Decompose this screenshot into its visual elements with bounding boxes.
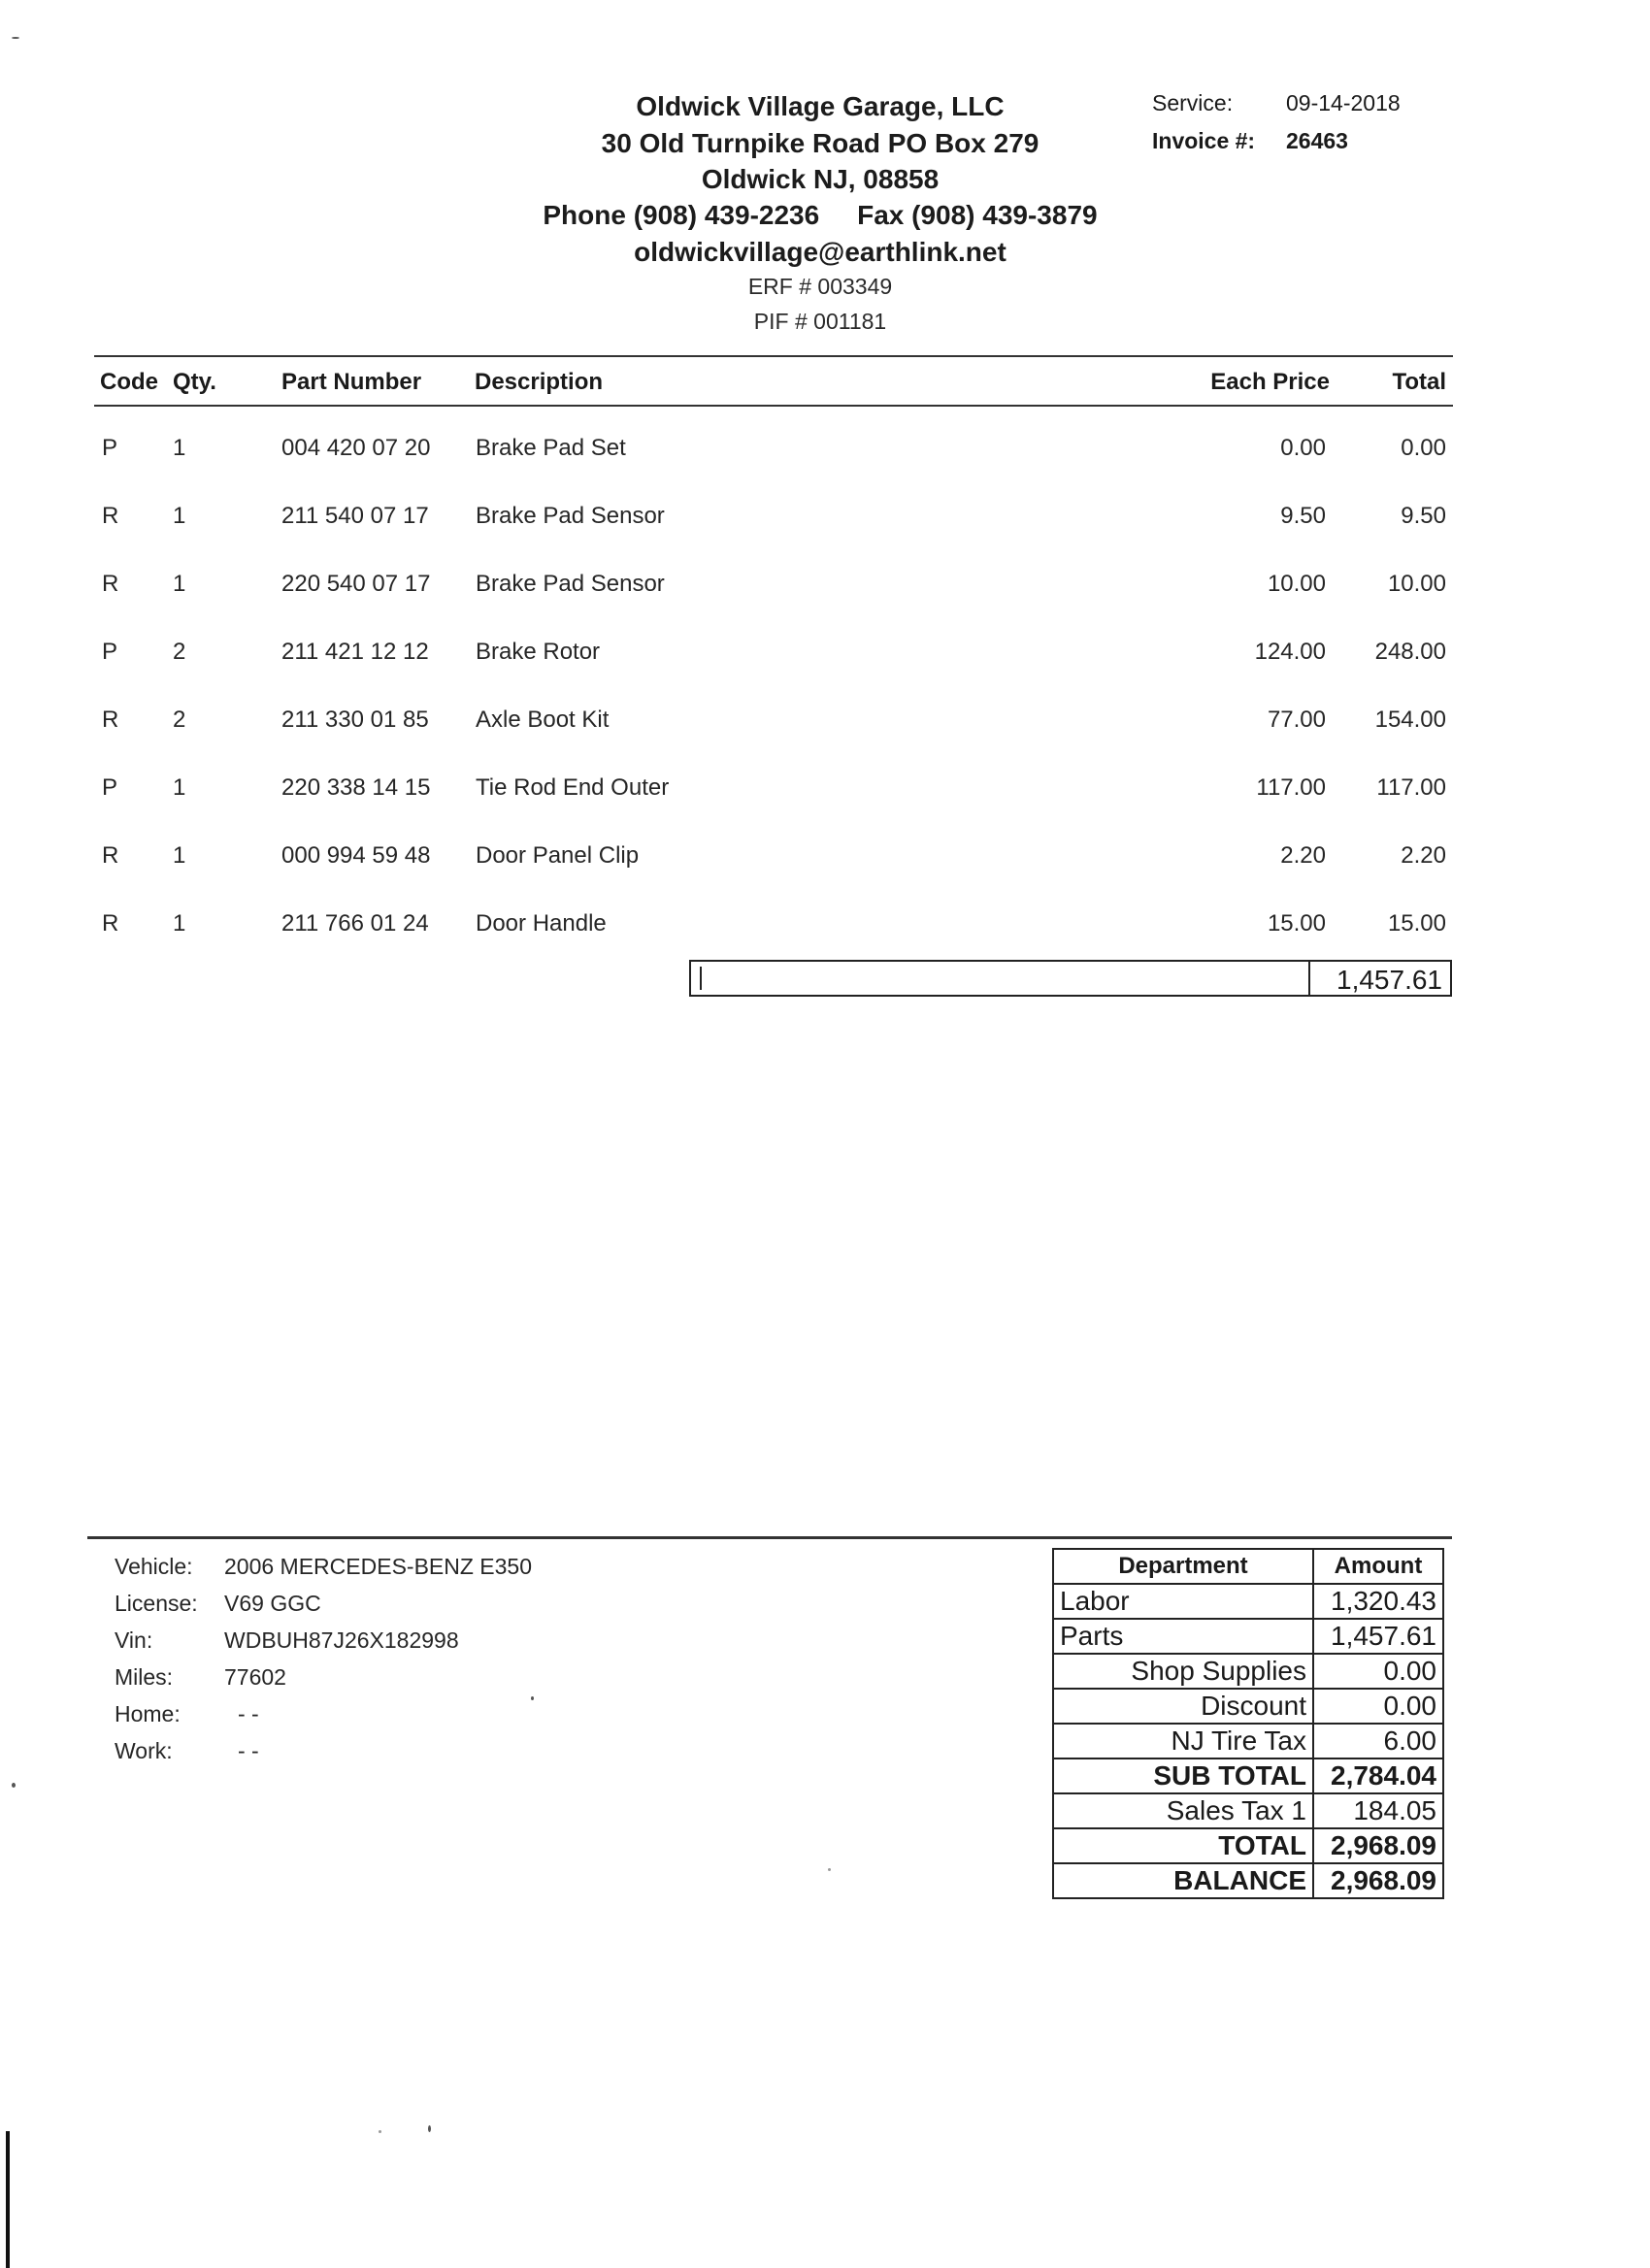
footer-rule: [87, 1536, 1452, 1539]
company-contact: [437, 200, 1204, 231]
row-description: Brake Pad Sensor: [476, 571, 665, 597]
row-code: R: [102, 910, 119, 937]
table-header-rule: [94, 405, 1453, 407]
scan-speck: [379, 2130, 381, 2133]
row-code: P: [102, 639, 118, 665]
company-city: Oldwick NJ, 08858: [701, 164, 940, 194]
miles-value: 77602: [224, 1664, 286, 1690]
summary-label: TOTAL: [1053, 1828, 1313, 1863]
row-total: 0.00: [1401, 435, 1446, 461]
scan-speck: [828, 1868, 831, 1871]
license-value: V69 GGC: [224, 1591, 321, 1616]
row-qty: 1: [173, 774, 186, 801]
table-row: [0, 774, 1650, 813]
row-each-price: 10.00: [1267, 571, 1326, 597]
row-qty: 1: [173, 910, 186, 937]
row-total: 10.00: [1387, 571, 1446, 597]
row-description: Brake Pad Set: [476, 435, 626, 461]
summary-label: Sales Tax 1: [1053, 1793, 1313, 1828]
row-qty: 1: [173, 435, 186, 461]
scan-edge-mark: [6, 2131, 10, 2268]
summary-row-balance: [1053, 1863, 1443, 1898]
row-total: 15.00: [1387, 910, 1446, 937]
service-date: 09-14-2018: [1286, 90, 1401, 115]
parts-total-box: [689, 960, 1452, 997]
row-part-number: 211 766 01 24: [281, 910, 429, 937]
row-part-number: 220 540 07 17: [281, 571, 431, 597]
summary-label: Shop Supplies: [1053, 1654, 1313, 1689]
table-row: [0, 707, 1650, 745]
summary-amount: 2,968.09: [1313, 1828, 1443, 1863]
row-description: Brake Rotor: [476, 639, 601, 665]
summary-label: NJ Tire Tax: [1053, 1724, 1313, 1759]
company-email: oldwickvillage@earthlink.net: [634, 237, 1006, 267]
col-each-price: Each Price: [1210, 369, 1330, 395]
summary-row-total: [1053, 1828, 1443, 1863]
company-address: 30 Old Turnpike Road PO Box 279: [601, 128, 1040, 158]
col-total: Total: [1392, 369, 1446, 395]
row-total: 2.20: [1401, 842, 1446, 869]
summary-amount: 0.00: [1313, 1654, 1443, 1689]
company-name: Oldwick Village Garage, LLC: [636, 91, 1005, 121]
vehicle-value: 2006 MERCEDES-BENZ E350: [224, 1554, 533, 1579]
row-code: R: [102, 707, 119, 733]
table-top-rule: [94, 355, 1453, 357]
row-total: 9.50: [1401, 503, 1446, 529]
summary-row-parts: [1053, 1619, 1443, 1654]
summary-label: Parts: [1053, 1619, 1313, 1654]
row-description: Tie Rod End Outer: [476, 774, 670, 801]
row-part-number: 000 994 59 48: [281, 842, 431, 869]
row-code: R: [102, 842, 119, 869]
service-label: Service:: [1152, 90, 1234, 115]
text-cursor-mark: [700, 967, 702, 990]
invoice-number: 26463: [1286, 128, 1348, 153]
work-phone-value: - -: [238, 1738, 259, 1763]
row-code: P: [102, 774, 118, 801]
summary-amount: 1,320.43: [1313, 1584, 1443, 1619]
row-qty: 1: [173, 842, 186, 869]
amount-header: Amount: [1313, 1549, 1443, 1584]
parts-total-value: 1,457.61: [1336, 965, 1442, 995]
vin-label: Vin:: [115, 1627, 153, 1653]
pif-number: PIF # 001181: [753, 309, 887, 334]
company-phone: Phone (908) 439-2236: [543, 200, 820, 230]
table-row: [0, 571, 1650, 609]
miles-label: Miles:: [115, 1664, 174, 1690]
scan-speck: [12, 37, 19, 39]
work-phone-label: Work:: [115, 1738, 173, 1763]
col-part-number: Part Number: [281, 369, 422, 395]
row-total: 154.00: [1374, 707, 1446, 733]
summary-amount: 1,457.61: [1313, 1619, 1443, 1654]
department-header: Department: [1053, 1549, 1313, 1584]
row-description: Door Panel Clip: [476, 842, 640, 869]
row-each-price: 117.00: [1256, 774, 1326, 801]
row-total: 248.00: [1374, 639, 1446, 665]
row-each-price: 15.00: [1267, 910, 1326, 937]
table-row: [0, 435, 1650, 474]
row-each-price: 124.00: [1254, 639, 1326, 665]
summary-row-shop-supplies: [1053, 1654, 1443, 1689]
summary-amount: 2,784.04: [1313, 1759, 1443, 1793]
summary-row-tire-tax: [1053, 1724, 1443, 1759]
row-code: P: [102, 435, 118, 461]
summary-label: Labor: [1053, 1584, 1313, 1619]
parts-total-divider: [1308, 962, 1310, 995]
summary-row-discount: [1053, 1689, 1443, 1724]
vehicle-label: Vehicle:: [115, 1554, 193, 1579]
summary-amount: 0.00: [1313, 1689, 1443, 1724]
row-each-price: 2.20: [1280, 842, 1326, 869]
summary-amount: 6.00: [1313, 1724, 1443, 1759]
row-each-price: 77.00: [1267, 707, 1326, 733]
scan-speck: [12, 1783, 16, 1788]
erf-number: ERF # 003349: [747, 274, 893, 299]
home-phone-value: - -: [238, 1701, 259, 1726]
summary-label: BALANCE: [1053, 1863, 1313, 1898]
summary-label: Discount: [1053, 1689, 1313, 1724]
row-code: R: [102, 503, 119, 529]
summary-row-sales-tax: [1053, 1793, 1443, 1828]
department-summary-table: [1052, 1548, 1444, 1899]
summary-row-labor: [1053, 1584, 1443, 1619]
row-qty: 1: [173, 571, 186, 597]
home-phone-label: Home:: [115, 1701, 181, 1726]
summary-amount: 184.05: [1313, 1793, 1443, 1828]
row-part-number: 211 421 12 12: [281, 639, 429, 665]
row-part-number: 220 338 14 15: [281, 774, 431, 801]
vin-value: WDBUH87J26X182998: [224, 1627, 459, 1653]
row-qty: 2: [173, 707, 186, 733]
col-qty: Qty.: [173, 369, 216, 395]
summary-amount: 2,968.09: [1313, 1863, 1443, 1898]
summary-label: SUB TOTAL: [1053, 1759, 1313, 1793]
col-code: Code: [100, 369, 158, 395]
row-qty: 2: [173, 639, 186, 665]
license-label: License:: [115, 1591, 198, 1616]
row-each-price: 0.00: [1280, 435, 1326, 461]
table-row: [0, 842, 1650, 881]
col-description: Description: [475, 369, 604, 395]
row-part-number: 004 420 07 20: [281, 435, 431, 461]
row-description: Door Handle: [476, 910, 607, 937]
row-each-price: 9.50: [1280, 503, 1326, 529]
row-qty: 1: [173, 503, 186, 529]
scan-speck: [428, 2125, 431, 2132]
row-description: Brake Pad Sensor: [476, 503, 665, 529]
row-part-number: 211 330 01 85: [281, 707, 429, 733]
row-code: R: [102, 571, 119, 597]
invoice-label: Invoice #:: [1152, 128, 1256, 153]
row-total: 117.00: [1376, 774, 1446, 801]
company-fax: Fax (908) 439-3879: [857, 200, 1098, 230]
table-row: [0, 639, 1650, 677]
scan-speck: [531, 1696, 534, 1700]
row-description: Axle Boot Kit: [476, 707, 610, 733]
summary-row-subtotal: [1053, 1759, 1443, 1793]
summary-header-row: [1053, 1549, 1443, 1584]
table-row: [0, 503, 1650, 542]
row-part-number: 211 540 07 17: [281, 503, 429, 529]
table-row: [0, 910, 1650, 949]
